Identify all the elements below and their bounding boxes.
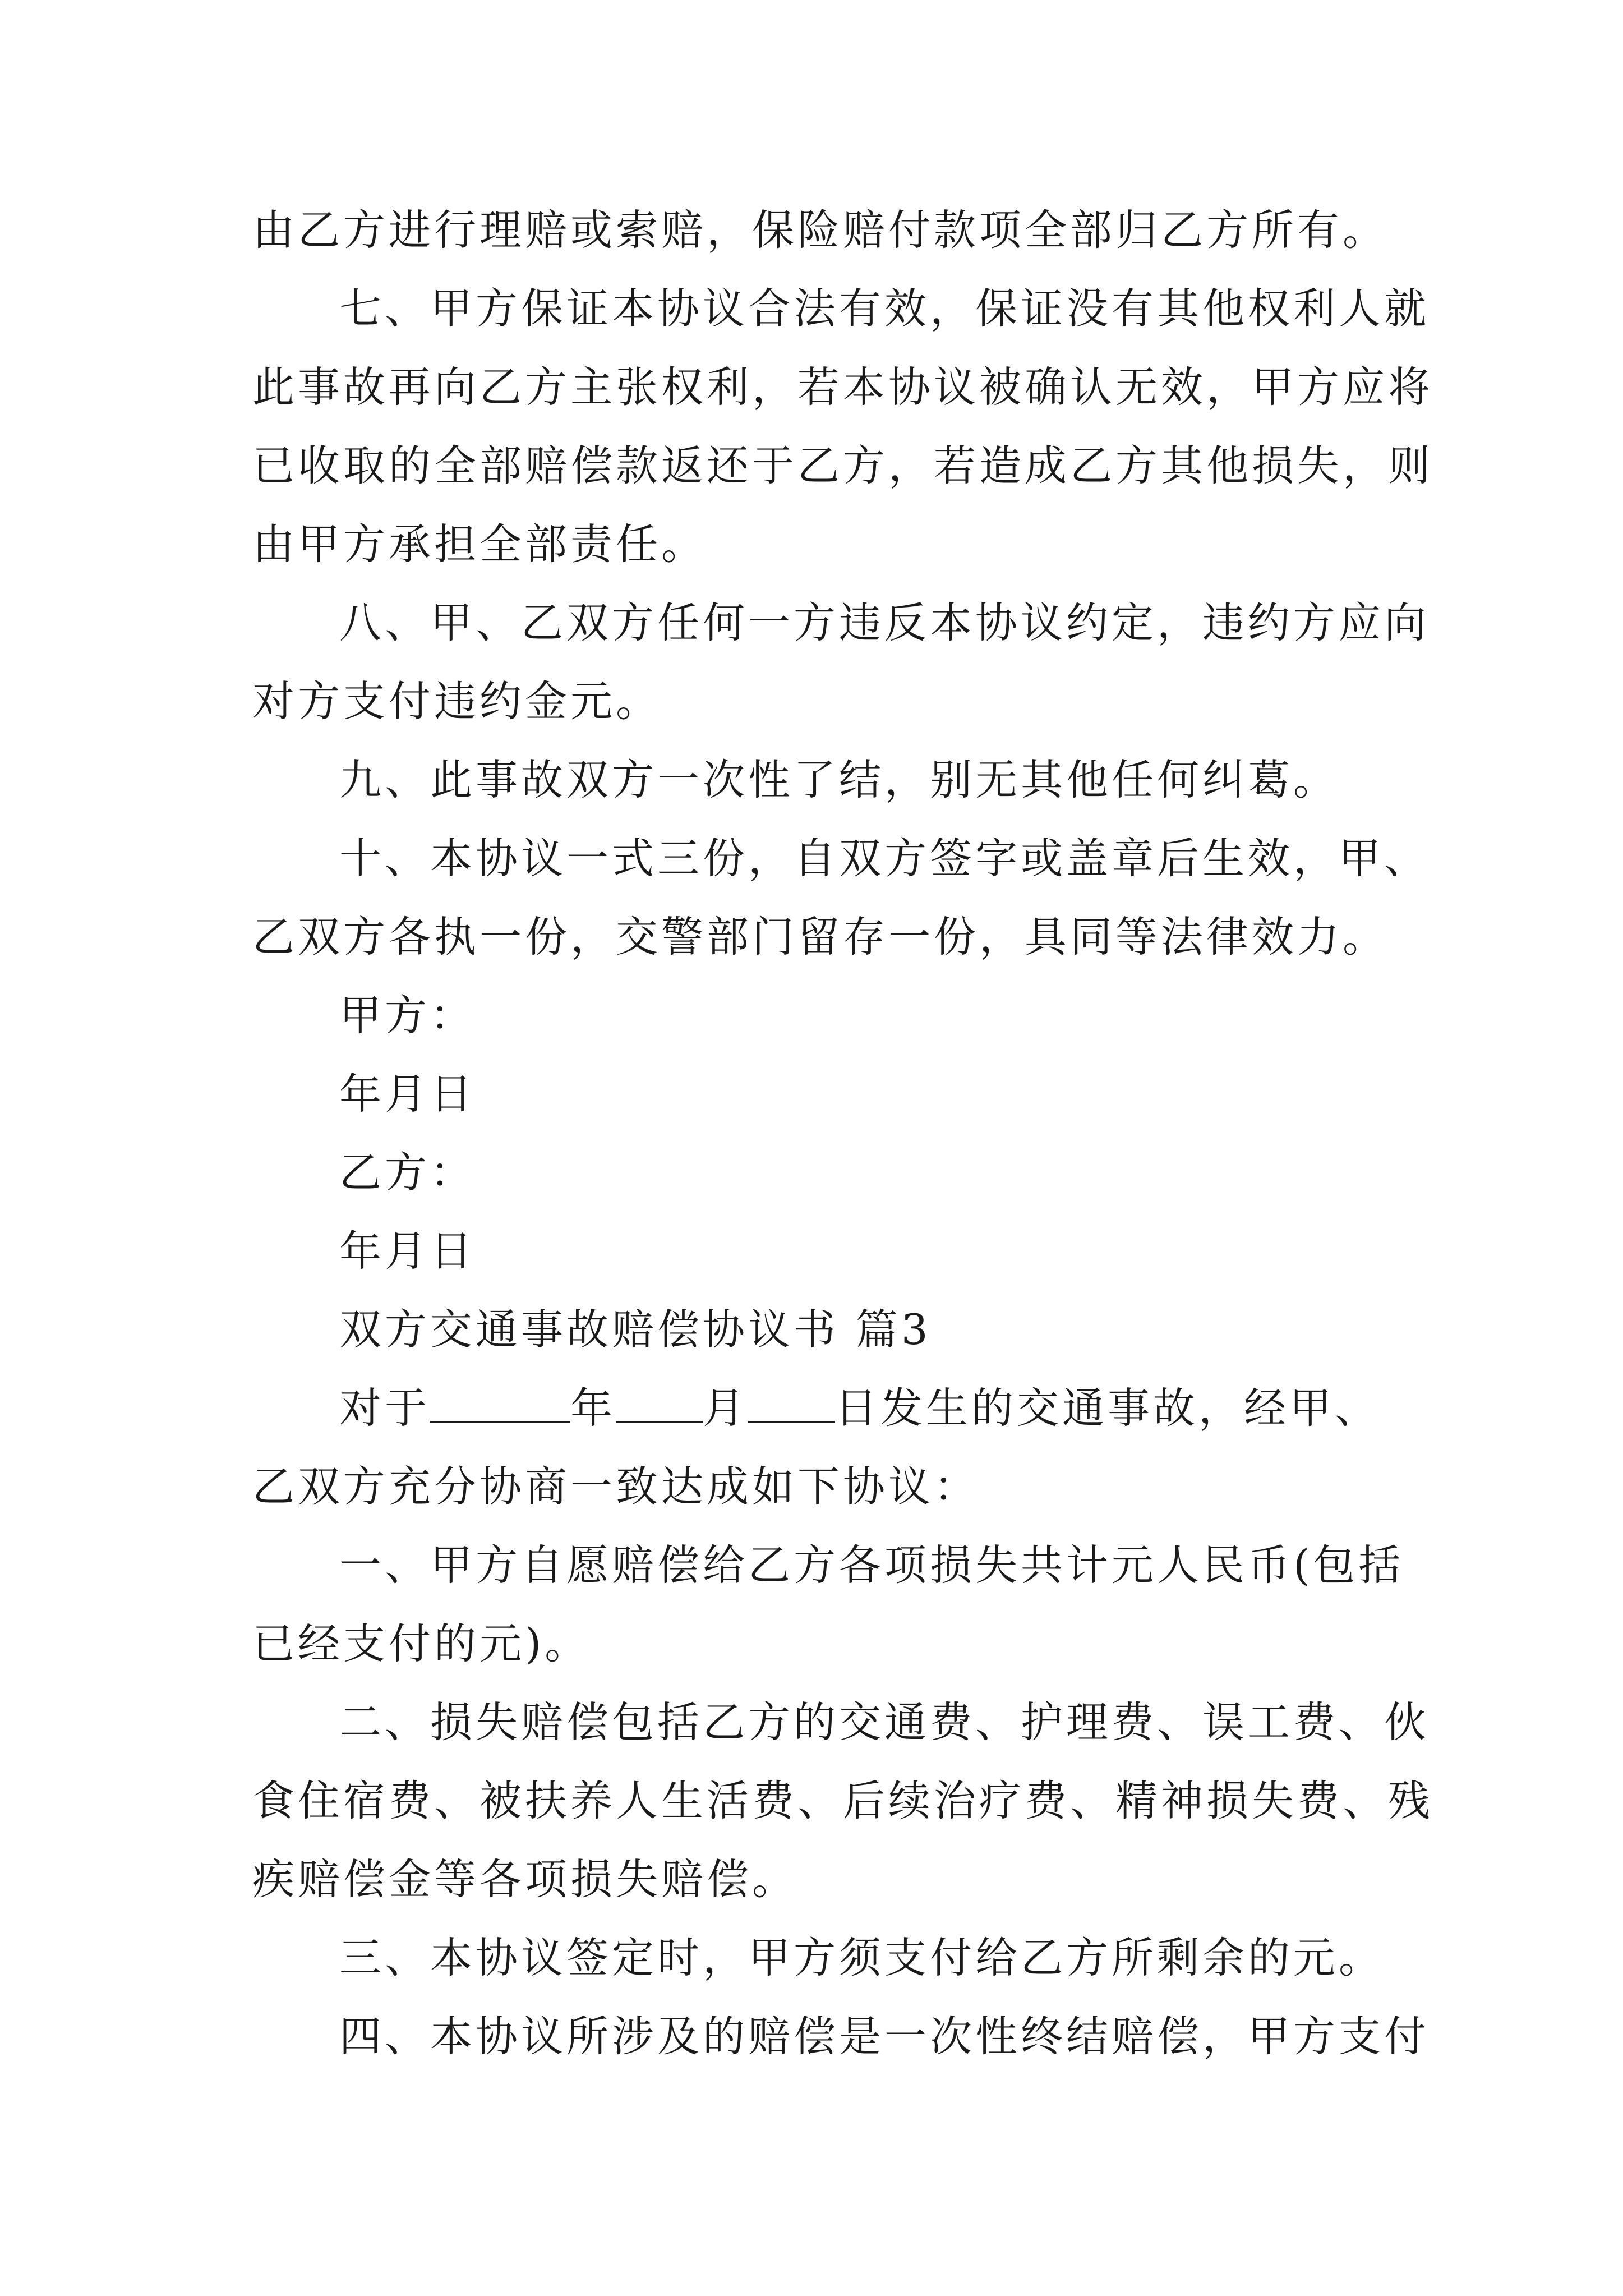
clause-three-line: 三、本协议签定时，甲方须支付给乙方所剩余的元。: [339, 1933, 1385, 1982]
accident-date-line: [252, 1369, 1402, 1447]
day-blank: [748, 1385, 835, 1423]
clause-seven-line: 七、甲方保证本协议合法有效，保证没有其他权利人就: [339, 284, 1430, 333]
month-blank: [616, 1385, 703, 1423]
paragraph-line: 对方支付违约金元。: [252, 677, 662, 726]
paragraph-line: 此事故再向乙方主张权利，若本协议被确认无效，甲方应将: [252, 362, 1434, 412]
paragraph-line: 乙双方各执一份，交警部门留存一份，具同等法律效力。: [252, 912, 1389, 961]
document-body: [252, 191, 1434, 2076]
clause-eight-line: 八、甲、乙双方任何一方违反本协议约定，违约方应向: [339, 598, 1430, 647]
party-a-date-label: 年月日: [339, 1069, 476, 1119]
paragraph-line: 由乙方进行理赔或索赔，保险赔付款项全部归乙方所有。: [252, 205, 1389, 255]
paragraph-line: 已收取的全部赔偿款返还于乙方，若造成乙方其他损失，则: [252, 441, 1434, 490]
section-heading: 双方交通事故赔偿协议书 篇3: [339, 1305, 932, 1354]
paragraph-line: 食住宿费、被扶养人生活费、后续治疗费、精神损失费、残: [252, 1776, 1434, 1825]
paragraph-line: 由甲方承担全部责任。: [252, 519, 707, 569]
party-b-date-label: 年月日: [339, 1226, 476, 1276]
year-label: 年: [570, 1383, 616, 1433]
paragraph-line: 乙双方充分协商一致达成如下协议：: [252, 1462, 980, 1511]
clause-two-line: 二、损失赔偿包括乙方的交通费、护理费、误工费、伙: [339, 1697, 1430, 1747]
paragraph-line: 疾赔偿金等各项损失赔偿。: [252, 1855, 798, 1904]
month-label: 月: [703, 1383, 749, 1433]
accident-prefix: 对于: [339, 1383, 431, 1433]
clause-one-line: 一、甲方自愿赔偿给乙方各项损失共计元人民币(包括: [339, 1540, 1404, 1590]
paragraph-line: 已经支付的元)。: [252, 1619, 591, 1668]
accident-suffix: 日发生的交通事故，经甲、: [835, 1383, 1381, 1433]
party-a-signature-label: 甲方：: [339, 991, 476, 1040]
clause-four-line: 四、本协议所涉及的赔偿是一次性终结赔偿，甲方支付: [339, 2012, 1430, 2061]
clause-nine-line: 九、此事故双方一次性了结，别无其他任何纠葛。: [339, 755, 1339, 804]
party-b-signature-label: 乙方：: [339, 1148, 476, 1197]
clause-ten-line: 十、本协议一式三份，自双方签字或盖章后生效，甲、: [339, 834, 1430, 883]
year-blank: [430, 1385, 570, 1423]
